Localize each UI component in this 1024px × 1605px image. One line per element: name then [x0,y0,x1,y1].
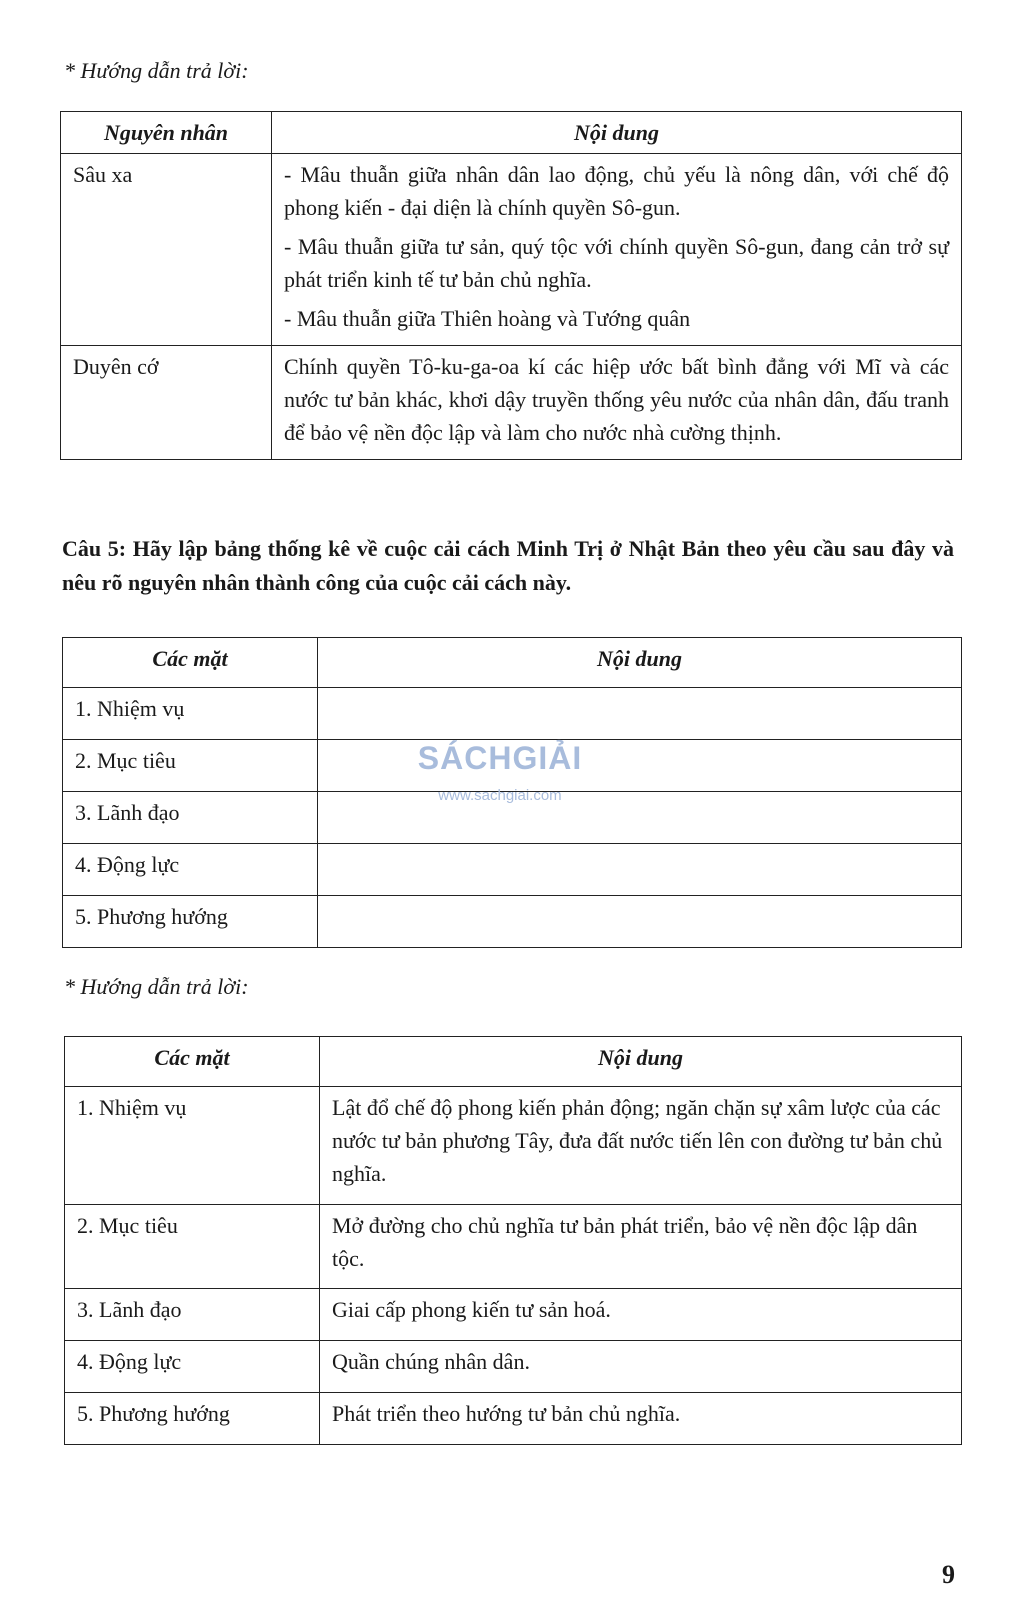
table-row [63,688,962,740]
reform-answer-header [65,1037,962,1087]
page-number: 9 [942,1560,955,1589]
empty-cell [318,688,962,740]
table-row [65,1393,962,1445]
paragraph: Chính quyền Tô-ku-ga-oa kí các hiệp ước bất bình đẳng với Mĩ và các nước tư bản khác, khơi dậy truyền thống yêu nước của nhân dân, đấu tranh để bảo vệ nền độc lập và làm cho nước nhà cường thịnh. [284,354,949,445]
row-content [272,346,962,460]
reform-form-header [63,638,962,688]
row-label: 3. Lãnh đạo [65,1289,320,1341]
paragraph: - Mâu thuẫn giữa nhân dân lao động, chủ yếu là nông dân, với chế độ phong kiến - đại diện là chính quyền Sô-gun. [284,162,949,220]
row-label: Duyên cớ [61,346,272,460]
paragraph: - Mâu thuẫn giữa Thiên hoàng và Tướng quân [284,306,691,331]
row-label: 2. Mục tiêu [65,1205,320,1289]
row-content: Mở đường cho chủ nghĩa tư bản phát triển, bảo vệ nền độc lập dân tộc. [320,1205,962,1289]
header-cause: Nguyên nhân [61,112,272,154]
table-row [63,844,962,896]
causes-table [60,111,962,460]
row-content: Phát triển theo hướng tư bản chủ nghĩa. [320,1393,962,1445]
header-content: Nội dung [272,112,962,154]
table-row [61,346,962,460]
row-label: 3. Lãnh đạo [63,792,318,844]
row-label: 1. Nhiệm vụ [65,1087,320,1205]
row-label: 4. Động lực [65,1341,320,1393]
table-row [61,154,962,346]
table-row [65,1289,962,1341]
answer-guide-heading-2: * Hướng dẫn trả lời: [64,974,249,999]
row-label: 5. Phương hướng [65,1393,320,1445]
question-5: Câu 5: Hãy lập bảng thống kê về cuộc cải cách Minh Trị ở Nhật Bản theo yêu cầu sau đây và nêu rõ nguyên nhân thành công của cuộc cải cách này. [62,536,954,595]
row-label: Sâu xa [61,154,272,346]
reform-answer-table [64,1036,962,1445]
header-aspect: Các mặt [65,1037,320,1087]
header-aspect: Các mặt [63,638,318,688]
row-label: 2. Mục tiêu [63,740,318,792]
row-content: Lật đổ chế độ phong kiến phản động; ngăn chặn sự xâm lược của các nước tư bản phương Tây, đưa đất nước tiến lên con đường tư bản chủ nghĩa. [320,1087,962,1205]
row-label: 5. Phương hướng [63,896,318,948]
paragraph: - Mâu thuẫn giữa tư sản, quý tộc với chính quyền Sô-gun, đang cản trở sự phát triển kinh tế tư bản chủ nghĩa. [284,234,949,292]
row-label: 4. Động lực [63,844,318,896]
watermark-url: www.sachgiai.com [438,787,562,804]
empty-cell [318,896,962,948]
table-row [65,1205,962,1289]
row-content: Giai cấp phong kiến tư sản hoá. [320,1289,962,1341]
header-content: Nội dung [318,638,962,688]
table-row [63,896,962,948]
causes-table-header [61,112,962,154]
row-content [272,154,962,346]
table-row [65,1087,962,1205]
header-content: Nội dung [320,1037,962,1087]
row-label: 1. Nhiệm vụ [63,688,318,740]
row-content: Quần chúng nhân dân. [320,1341,962,1393]
answer-guide-heading-1: * Hướng dẫn trả lời: [64,58,249,83]
table-row [65,1341,962,1393]
watermark-logo [400,740,600,804]
watermark-title: SÁCHGIẢI [417,740,583,776]
empty-cell [318,844,962,896]
